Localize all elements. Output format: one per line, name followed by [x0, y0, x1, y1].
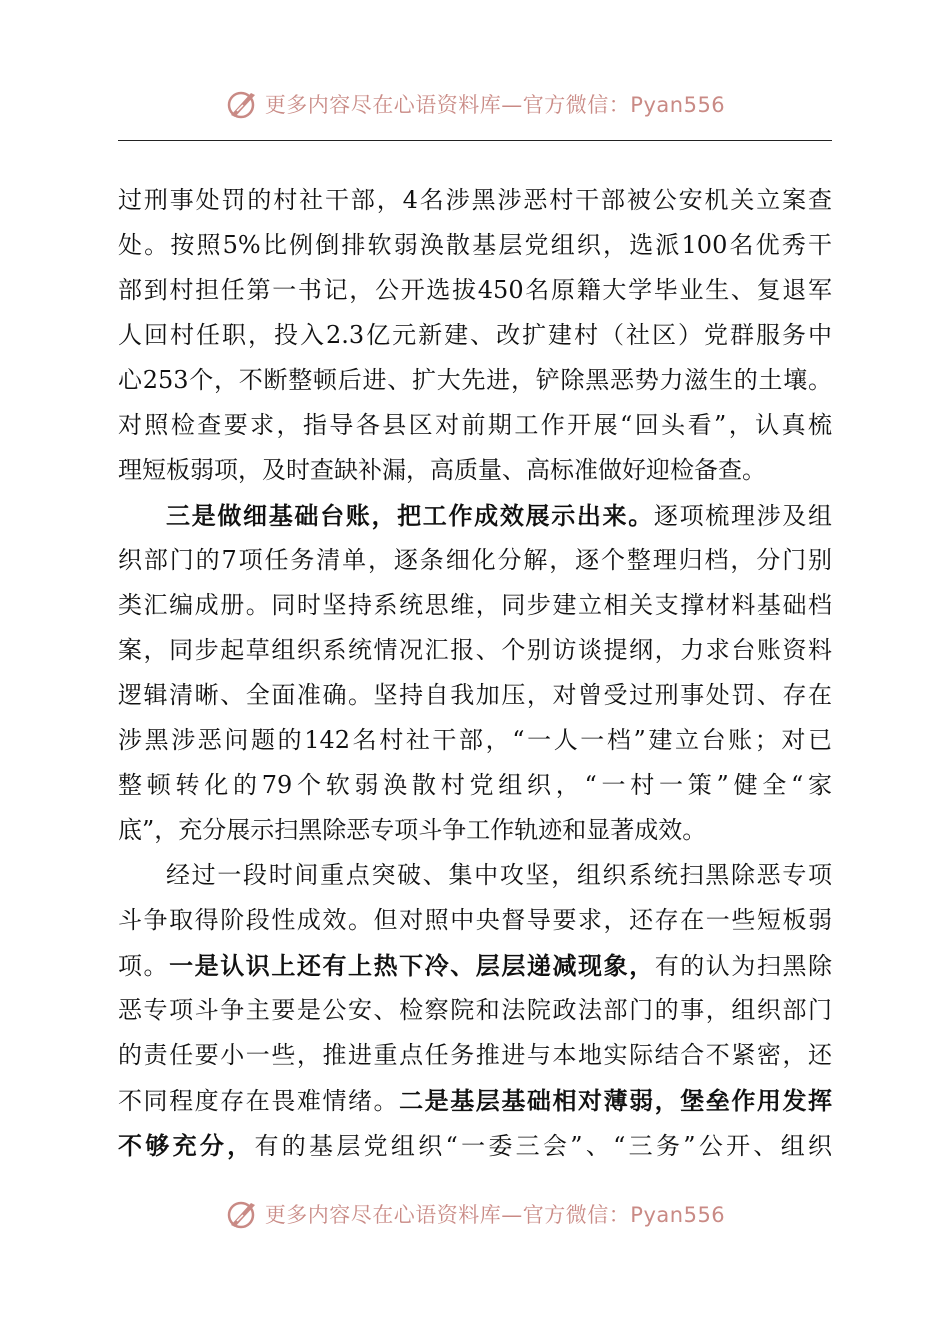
text-line	[118, 943, 832, 988]
pen-logo-icon	[225, 1197, 259, 1231]
text-line: 逻辑清晰、全面准确。坚持自我加压，对曾受过刑事处罚、存在	[118, 681, 832, 709]
header-banner-text: 更多内容尽在心语资料库—官方微信：Pyan556	[264, 93, 726, 117]
text-line: 案，同步起草组织系统情况汇报、个别访谈提纲，力求台账资料	[118, 636, 832, 664]
header-divider	[118, 140, 832, 141]
text-line: 处。按照5%比例倒排软弱涣散基层党组织，选派100名优秀干	[118, 231, 832, 259]
text-line: 经过一段时间重点突破、集中攻坚，组织系统扫黑除恶专项	[166, 861, 832, 889]
text-line	[118, 1078, 832, 1123]
text-line: 人回村任职，投入2.3亿元新建、改扩建村（社区）党群服务中	[118, 321, 832, 349]
bold-heading: 不够充分，	[118, 1131, 255, 1160]
text-span: 有的基层党组织“一委三会”、“三务”公开、组织	[254, 1132, 832, 1160]
document-body	[118, 178, 832, 1168]
text-line: 对照检查要求，指导各县区对前期工作开展“回头看”，认真梳	[118, 411, 832, 439]
text-line: 的责任要小一些，推进重点任务推进与本地实际结合不紧密，还	[118, 1041, 832, 1069]
text-line	[118, 493, 832, 538]
text-line	[118, 1123, 832, 1168]
text-line: 织部门的7项任务清单，逐条细化分解，逐个整理归档，分门别	[118, 546, 832, 574]
text-line: 涉黑涉恶问题的142名村社干部，“一人一档”建立台账；对已	[118, 726, 832, 754]
bold-heading: 三是做细基础台账，把工作成效展示出来。	[166, 501, 654, 530]
footer-banner-text: 更多内容尽在心语资料库—官方微信：Pyan556	[264, 1203, 726, 1227]
text-line: 整顿转化的79个软弱涣散村党组织，“一村一策”健全“家	[118, 771, 832, 799]
text-line: 过刑事处罚的村社干部，4名涉黑涉恶村干部被公安机关立案查	[118, 186, 832, 214]
text-span: 有的认为扫黑除	[654, 952, 832, 980]
bold-heading: 二是基层基础相对薄弱，堡垒作用发挥	[399, 1086, 832, 1115]
text-line: 理短板弱项，及时查缺补漏，高质量、高标准做好迎检备查。	[118, 456, 766, 484]
text-line: 恶专项斗争主要是公安、检察院和法院政法部门的事，组织部门	[118, 996, 832, 1024]
text-line: 类汇编成册。同时坚持系统思维，同步建立相关支撑材料基础档	[118, 591, 832, 619]
footer-banner	[0, 1194, 950, 1234]
header-banner	[0, 84, 950, 124]
text-line: 底”，充分展示扫黑除恶专项斗争工作轨迹和显著成效。	[118, 816, 707, 844]
text-line: 斗争取得阶段性成效。但对照中央督导要求，还存在一些短板弱	[118, 906, 832, 934]
pen-logo-icon	[225, 87, 259, 121]
text-span: 不同程度存在畏难情绪。	[118, 1087, 400, 1115]
text-span: 项。	[118, 952, 170, 980]
bold-heading: 一是认识上还有上热下冷、层层递减现象，	[169, 951, 655, 980]
text-span: 逐项梳理涉及组	[653, 502, 832, 530]
text-line: 心253个，不断整顿后进、扩大先进，铲除黑恶势力滋生的土壤。	[118, 366, 832, 394]
text-line: 部到村担任第一书记，公开选拔450名原籍大学毕业生、复退军	[118, 276, 832, 304]
